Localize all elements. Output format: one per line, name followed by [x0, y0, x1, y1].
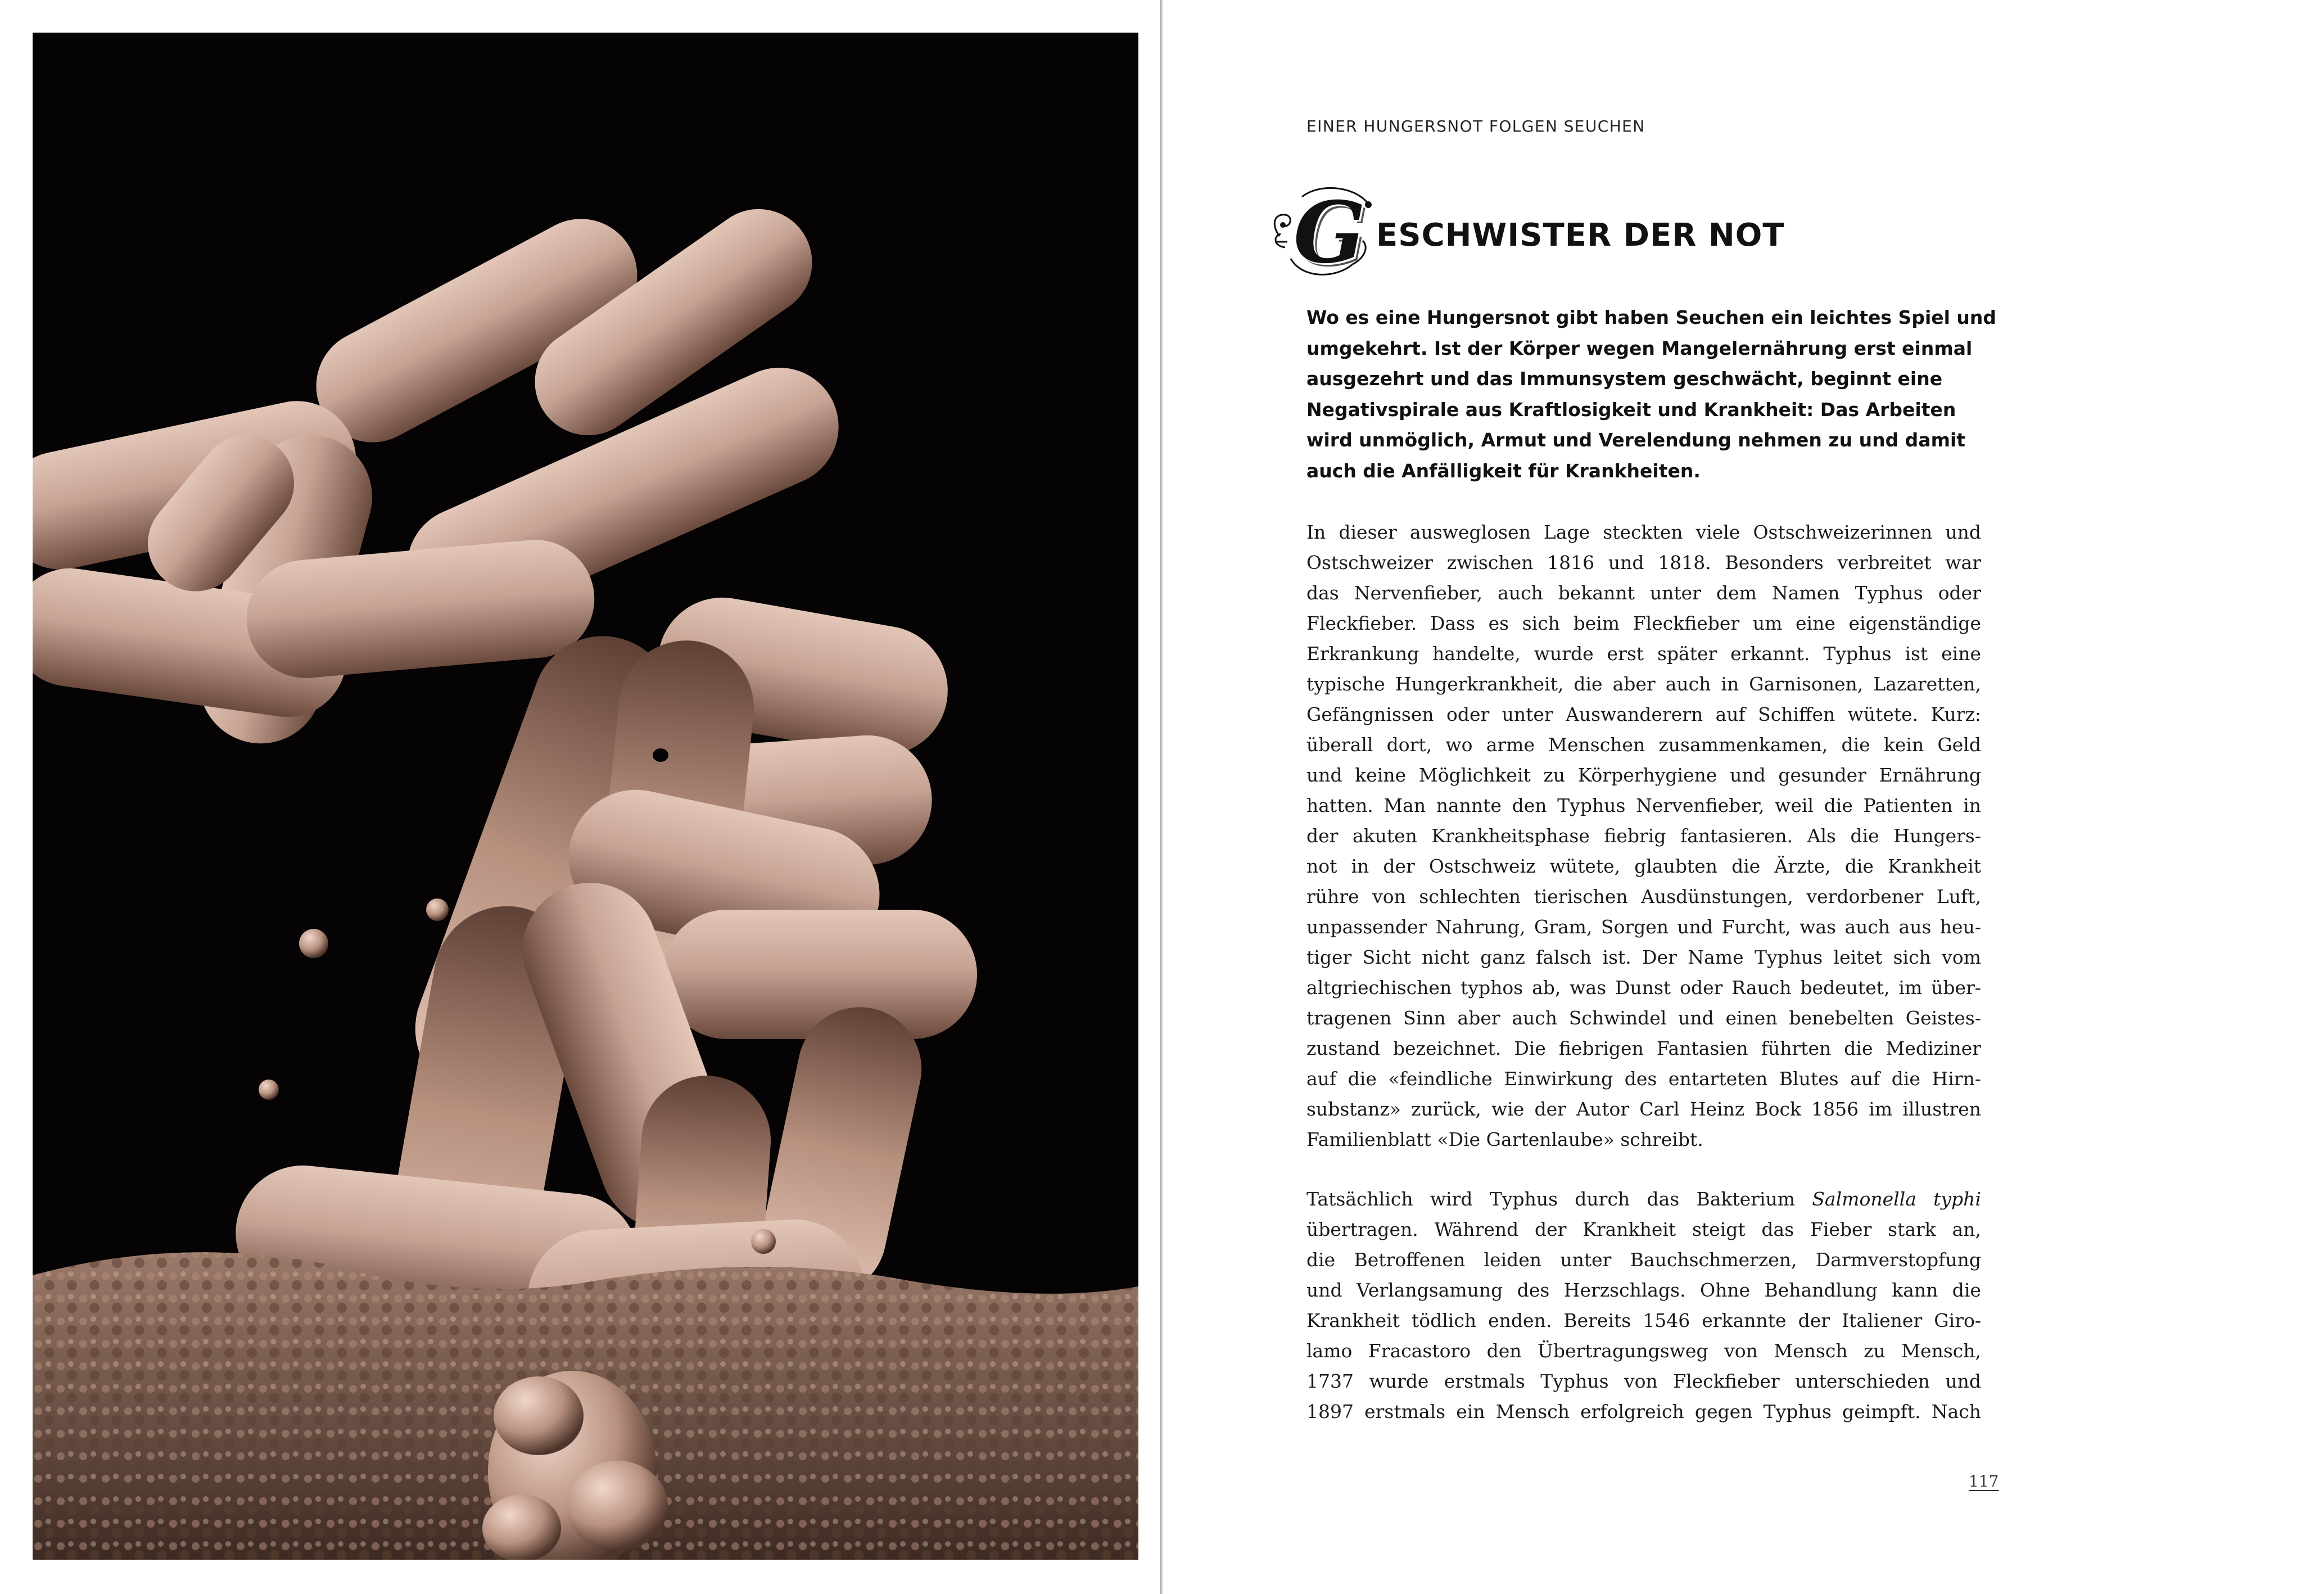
bacteria-micrograph-image: [33, 33, 1138, 1560]
initial-letter: G: [1293, 183, 1366, 282]
chapter-title: [1268, 180, 1785, 287]
body-line: Familienblatt «Die Gartenlaube» schreibt.: [1306, 1128, 1703, 1150]
lead-line: wird unmöglich, Armut und Verelendung nehmen zu und damit: [1306, 429, 1966, 451]
page-number: 117: [1969, 1472, 1999, 1491]
body-line: der akuten Krankheitsphase fiebrig fantasieren. Als die Hungers-: [1306, 825, 1981, 847]
body-line: rühre von schlechten tierischen Ausdünstungen, verdorbener Luft,: [1306, 886, 1981, 907]
body-line: die Betroffenen leiden unter Bauchschmerzen, Darmverstopfung: [1306, 1249, 1981, 1271]
body-line: 1897 erstmals ein Mensch erfolgreich gegen Typhus geimpft. Nach: [1306, 1401, 1981, 1423]
lead-line: umgekehrt. Ist der Körper wegen Mangelernährung erst einmal: [1306, 337, 1973, 359]
body-line: altgriechischen typhos ab, was Dunst oder Rauch bedeutet, im über-: [1306, 977, 1981, 999]
ornamental-initial: [1268, 180, 1381, 287]
lead-line: ausgezehrt und das Immunsystem geschwächt, beginnt eine: [1306, 368, 1943, 390]
right-page: [1164, 0, 2324, 1594]
body-text: Tatsächlich wird Typhus durch das Bakterium: [1306, 1188, 1796, 1210]
body-line: Krankheit tödlich enden. Bereits 1546 erkannte der Italiener Giro-: [1306, 1309, 1981, 1331]
body-line: unpassender Nahrung, Gram, Sorgen und Furcht, was auch aus heu-: [1306, 916, 1981, 938]
body-line: zustand bezeichnet. Die fiebrigen Fantasien führten die Mediziner: [1306, 1037, 1981, 1059]
body-line: In dieser ausweglosen Lage steckten viele Ostschweizerinnen und: [1306, 521, 1981, 543]
running-head: EINER HUNGERSNOT FOLGEN SEUCHEN: [1306, 117, 1645, 136]
italic-species-name: Salmonella typhi: [1812, 1188, 1981, 1210]
body-line: not in der Ostschweiz wütete, glaubten die Ärzte, die Krankheit: [1306, 855, 1981, 877]
body-line: lamo Fracastoro den Übertragungsweg von Mensch zu Mensch,: [1306, 1340, 1981, 1362]
body-line: typische Hungerkrankheit, die aber auch in Garnisonen, Lazaretten,: [1306, 673, 1981, 695]
body-line: Erkrankung handelte, wurde erst später erkannt. Typhus ist eine: [1306, 643, 1981, 665]
body-line: überall dort, wo arme Menschen zusammenkamen, die kein Geld: [1306, 734, 1981, 756]
lead-paragraph: [1306, 302, 1997, 486]
chapter-title-text: ESCHWISTER DER NOT: [1376, 216, 1785, 254]
body-line: tiger Sicht nicht ganz falsch ist. Der Name Typhus leitet sich vom: [1306, 946, 1981, 968]
body-line: tragenen Sinn aber auch Schwindel und einen benebelten Geistes-: [1306, 1007, 1981, 1029]
body-line-with-italic: [1306, 1184, 1981, 1214]
lead-line: Wo es eine Hungersnot gibt haben Seuchen ein leichtes Spiel und: [1306, 306, 1997, 328]
body-line: auf die «feindliche Einwirkung des entarteten Blutes auf die Hirn-: [1306, 1068, 1981, 1090]
body-line: hatten. Man nannte den Typhus Nervenfieber, weil die Patienten in: [1306, 794, 1981, 816]
body-line: Gefängnissen oder unter Auswanderern auf Schiffen wütete. Kurz:: [1306, 703, 1981, 725]
body-paragraph-2: [1306, 1184, 1981, 1427]
body-line: das Nervenfieber, auch bekannt unter dem Namen Typhus oder: [1306, 582, 1981, 604]
micrograph-illustration: [33, 33, 1138, 1560]
lead-line: Negativspirale aus Kraftlosigkeit und Krankheit: Das Arbeiten: [1306, 398, 1956, 421]
left-page: [0, 0, 1158, 1594]
lead-line: auch die Anfälligkeit für Krankheiten.: [1306, 459, 1701, 482]
body-line: übertragen. Während der Krankheit steigt das Fieber stark an,: [1306, 1218, 1981, 1240]
body-line: 1737 wurde erstmals Typhus von Fleckfieber unterschieden und: [1306, 1370, 1981, 1392]
body-line: Ostschweizer zwischen 1816 und 1818. Besonders verbreitet war: [1306, 552, 1981, 574]
body-line: substanz» zurück, wie der Autor Carl Heinz Bock 1856 im illustren: [1306, 1098, 1981, 1120]
body-line: und Verlangsamung des Herzschlags. Ohne Behandlung kann die: [1306, 1279, 1981, 1301]
body-line: Fleckfieber. Dass es sich beim Fleckfieber um eine eigenständige: [1306, 612, 1981, 634]
body-line: und keine Möglichkeit zu Körperhygiene und gesunder Ernährung: [1306, 764, 1981, 786]
body-paragraph-1: [1306, 517, 1981, 1155]
